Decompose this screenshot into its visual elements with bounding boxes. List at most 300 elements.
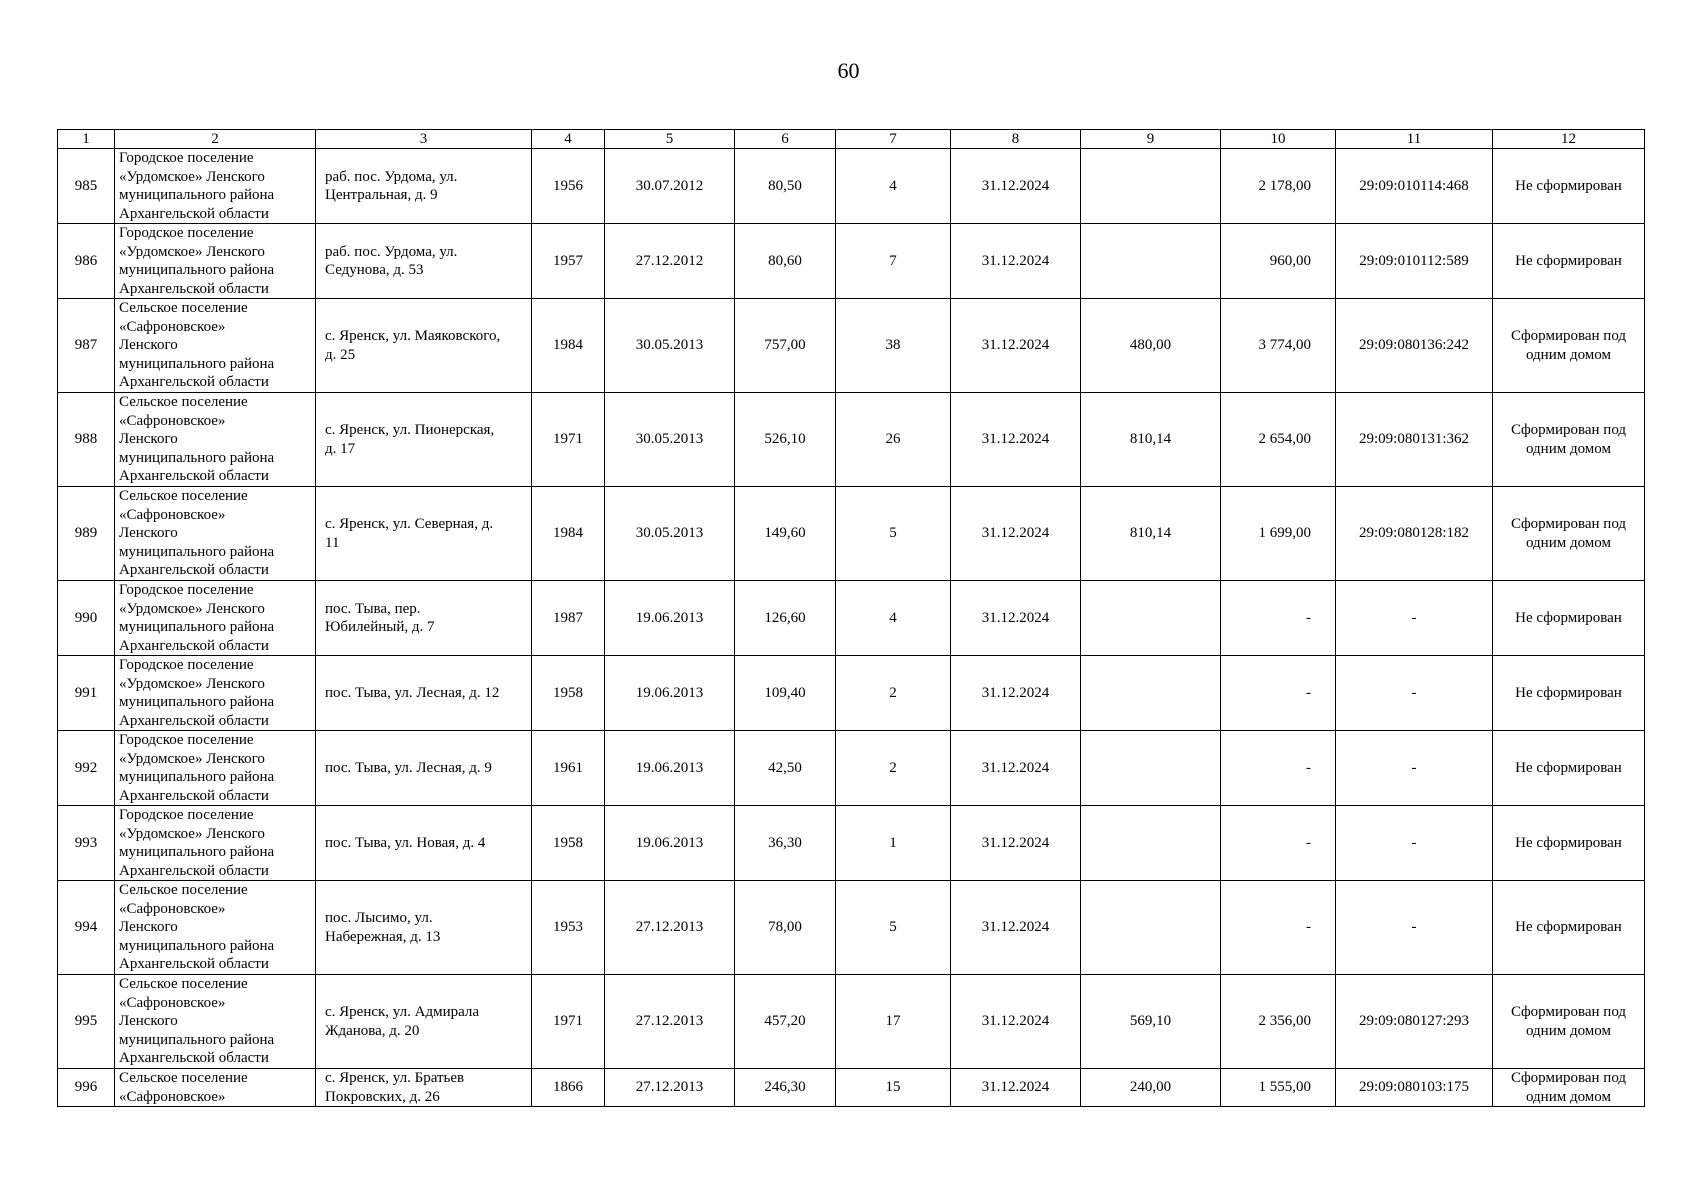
residents-cell <box>836 149 951 224</box>
deadline-cell-text: 31.12.2024 <box>981 1079 1050 1096</box>
table-row <box>58 393 1645 487</box>
land-status-cell <box>1493 806 1645 881</box>
year-cell-text: 1866 <box>553 1079 583 1096</box>
residents-cell <box>836 299 951 393</box>
address-cell-line: д. 25 <box>325 346 356 363</box>
address-cell-line: с. Яренск, ул. Пионерская, <box>325 422 495 438</box>
municipality-cell-line: «Урдомское» Ленского <box>119 675 265 692</box>
address-cell-line: пос. Тыва, ул. Лесная, д. 12 <box>325 684 500 701</box>
land-area-cell <box>1081 975 1221 1069</box>
municipality-cell-line: Архангельской области <box>119 1050 269 1067</box>
address-cell <box>316 299 532 393</box>
address-cell-line: Центральная, д. 9 <box>325 187 438 203</box>
municipality-cell-line: Ленского <box>119 431 178 448</box>
municipality-cell-line: Сельское поселение <box>119 488 248 505</box>
address-cell <box>316 975 532 1069</box>
municipality-cell-line: «Сафроновское» <box>119 506 226 523</box>
cadastral-number-cell-text: - <box>1411 609 1417 626</box>
municipality-cell-line: муниципального района <box>119 937 275 954</box>
land-status-cell <box>1493 487 1645 581</box>
land-area-cell-text: 240,00 <box>1129 1079 1172 1096</box>
row-number-text: 988 <box>74 431 98 448</box>
row-number <box>58 656 115 731</box>
land-status-cell <box>1493 656 1645 731</box>
date-cell-text: 27.12.2013 <box>635 919 704 936</box>
column-number: 9 <box>1081 130 1221 149</box>
row-number-text: 995 <box>74 1013 98 1030</box>
land-area-cell <box>1081 1069 1221 1107</box>
address-cell-line: пос. Лысимо, ул. <box>325 910 433 926</box>
residents-cell-text: 26 <box>885 431 901 448</box>
land-status-cell-line: одним домом <box>1525 1022 1612 1039</box>
municipality-cell-line: Сельское поселение <box>119 300 248 317</box>
land-status-cell-line: Сформирован под <box>1510 328 1627 344</box>
cost-cell-text: - <box>1306 609 1311 626</box>
address-cell-line: раб. пос. Урдома, ул. <box>325 168 458 185</box>
municipality-cell-line: муниципального района <box>119 449 275 466</box>
cadastral-number-cell <box>1336 1069 1493 1107</box>
municipality-cell <box>115 881 316 975</box>
column-number: 2 <box>115 130 316 149</box>
area-cell-text: 126,60 <box>764 609 806 626</box>
table-row <box>58 1069 1645 1107</box>
row-number-text: 987 <box>74 337 98 354</box>
deadline-cell-text: 31.12.2024 <box>981 834 1050 851</box>
address-cell <box>316 149 532 224</box>
date-cell <box>605 806 735 881</box>
land-status-cell-line: Не сформирован <box>1515 919 1622 936</box>
year-cell-text: 1956 <box>553 177 583 194</box>
deadline-cell <box>951 1069 1081 1107</box>
cadastral-number-cell-text: 29:09:080127:293 <box>1358 1013 1469 1030</box>
land-area-cell <box>1081 806 1221 881</box>
year-cell <box>532 149 605 224</box>
column-number: 4 <box>532 130 605 149</box>
land-status-cell-line: одним домом <box>1525 534 1612 551</box>
area-cell <box>735 581 836 656</box>
municipality-cell-line: Архангельской области <box>119 956 269 973</box>
cadastral-number-cell <box>1336 149 1493 224</box>
table-body <box>58 149 1645 1107</box>
land-status-cell-line: Не сформирован <box>1515 609 1622 626</box>
year-cell <box>532 656 605 731</box>
land-status-cell-line: Не сформирован <box>1515 252 1622 269</box>
date-cell <box>605 393 735 487</box>
area-cell-text: 757,00 <box>764 337 806 354</box>
land-status-cell <box>1493 224 1645 299</box>
deadline-cell <box>951 656 1081 731</box>
land-status-cell <box>1493 881 1645 975</box>
date-cell-text: 19.06.2013 <box>635 609 704 626</box>
cost-cell-text: - <box>1306 684 1311 701</box>
cadastral-number-cell-text: - <box>1411 834 1417 851</box>
date-cell <box>605 224 735 299</box>
row-number <box>58 731 115 806</box>
municipality-cell <box>115 224 316 299</box>
address-cell-line: с. Яренск, ул. Маяковского, <box>325 328 501 344</box>
area-cell-text: 36,30 <box>768 834 802 851</box>
row-number-text: 993 <box>74 834 98 851</box>
year-cell-text: 1984 <box>553 337 583 354</box>
address-cell <box>316 581 532 656</box>
date-cell-text: 30.05.2013 <box>635 525 704 542</box>
address-cell-line: с. Яренск, ул. Северная, д. <box>325 516 494 532</box>
row-number <box>58 299 115 393</box>
year-cell-text: 1971 <box>553 431 583 448</box>
row-number <box>58 487 115 581</box>
table-row <box>58 731 1645 806</box>
municipality-cell-line: «Сафроновское» <box>119 412 226 429</box>
cadastral-number-cell <box>1336 393 1493 487</box>
address-cell-line: раб. пос. Урдома, ул. <box>325 243 458 260</box>
area-cell <box>735 975 836 1069</box>
deadline-cell-text: 31.12.2024 <box>981 525 1050 542</box>
municipality-cell-line: Сельское поселение <box>119 394 248 411</box>
address-cell <box>316 1069 532 1107</box>
year-cell-text: 1987 <box>553 609 583 626</box>
municipality-cell-line: муниципального района <box>119 619 275 635</box>
cost-cell-text: - <box>1306 759 1311 776</box>
area-cell <box>735 149 836 224</box>
residents-cell-text: 4 <box>889 609 897 626</box>
year-cell <box>532 975 605 1069</box>
area-cell <box>735 299 836 393</box>
cost-cell-text: 1 555,00 <box>1258 1079 1311 1096</box>
year-cell-text: 1958 <box>553 684 583 701</box>
cost-cell <box>1221 487 1336 581</box>
municipality-cell <box>115 1069 316 1107</box>
cost-cell <box>1221 149 1336 224</box>
land-area-cell <box>1081 731 1221 806</box>
date-cell <box>605 581 735 656</box>
municipality-cell-line: «Сафроновское» <box>119 318 226 335</box>
municipality-cell-line: Городское поселение <box>119 732 254 748</box>
address-cell-line: пос. Тыва, ул. Лесная, д. 9 <box>325 759 492 776</box>
residents-cell <box>836 487 951 581</box>
cadastral-number-cell <box>1336 975 1493 1069</box>
municipality-cell-line: «Урдомское» Ленского <box>119 600 265 617</box>
date-cell-text: 30.05.2013 <box>635 337 704 354</box>
land-area-cell <box>1081 581 1221 656</box>
municipality-cell-line: муниципального района <box>119 187 275 203</box>
municipality-cell <box>115 487 316 581</box>
row-number-text: 996 <box>74 1079 98 1096</box>
municipality-cell-line: Архангельской области <box>119 280 269 297</box>
address-cell-line: Набережная, д. 13 <box>325 928 441 945</box>
land-area-cell-text: 569,10 <box>1129 1013 1172 1030</box>
land-area-cell <box>1081 487 1221 581</box>
land-area-cell <box>1081 881 1221 975</box>
cost-cell-text: 3 774,00 <box>1258 337 1311 354</box>
deadline-cell <box>951 299 1081 393</box>
land-status-cell-line: Сформирован под <box>1510 422 1627 438</box>
municipality-cell-line: Сельское поселение <box>119 976 248 993</box>
page-number: 60 <box>837 58 860 83</box>
date-cell-text: 27.12.2013 <box>635 1079 704 1096</box>
residents-cell-text: 4 <box>889 177 897 194</box>
address-cell-line: пос. Тыва, пер. <box>325 600 421 617</box>
deadline-cell-text: 31.12.2024 <box>981 759 1050 776</box>
municipality-cell-line: «Урдомское» Ленского <box>119 750 265 767</box>
cost-cell-text: - <box>1306 834 1311 851</box>
residents-cell-text: 7 <box>889 252 897 269</box>
column-number-row <box>58 130 1645 149</box>
cadastral-number-cell <box>1336 656 1493 731</box>
cadastral-number-cell-text: - <box>1411 684 1417 701</box>
deadline-cell <box>951 975 1081 1069</box>
municipality-cell-line: Городское поселение <box>119 225 254 241</box>
municipality-cell-line: Сельское поселение <box>119 882 248 899</box>
land-status-cell-line: Не сформирован <box>1515 684 1622 701</box>
municipality-cell-line: Ленского <box>119 337 178 354</box>
residents-cell <box>836 224 951 299</box>
municipality-cell <box>115 731 316 806</box>
column-number: 10 <box>1221 130 1336 149</box>
cadastral-number-cell-text: 29:09:080136:242 <box>1358 337 1469 354</box>
row-number <box>58 975 115 1069</box>
cadastral-number-cell-text: 29:09:080103:175 <box>1358 1079 1469 1096</box>
row-number <box>58 224 115 299</box>
residents-cell-text: 5 <box>889 919 897 936</box>
municipality-cell-line: «Урдомское» Ленского <box>119 825 265 842</box>
municipality-cell-line: Городское поселение <box>119 582 254 598</box>
year-cell <box>532 1069 605 1107</box>
cadastral-number-cell <box>1336 806 1493 881</box>
municipality-cell-line: муниципального района <box>119 262 275 278</box>
cadastral-number-cell <box>1336 881 1493 975</box>
year-cell <box>532 299 605 393</box>
municipality-cell-line: Архангельской области <box>119 637 269 654</box>
area-cell-text: 80,60 <box>768 252 802 269</box>
table-row <box>58 806 1645 881</box>
residents-cell <box>836 731 951 806</box>
municipality-cell-line: Архангельской области <box>119 562 269 579</box>
area-cell-text: 149,60 <box>764 525 806 542</box>
land-status-cell <box>1493 581 1645 656</box>
table-row <box>58 975 1645 1069</box>
municipality-cell-line: Ленского <box>119 1013 178 1030</box>
address-cell-line: Жданова, д. 20 <box>325 1022 420 1039</box>
row-number <box>58 581 115 656</box>
cadastral-number-cell-text: - <box>1411 919 1417 936</box>
row-number-text: 994 <box>74 919 98 936</box>
cadastral-number-cell <box>1336 581 1493 656</box>
cost-cell <box>1221 1069 1336 1107</box>
land-status-cell-line: одним домом <box>1525 1088 1612 1105</box>
residents-cell <box>836 881 951 975</box>
municipality-cell-line: Ленского <box>119 919 178 936</box>
cadastral-number-cell-text: 29:09:080128:182 <box>1358 525 1469 542</box>
date-cell-text: 27.12.2013 <box>635 1013 704 1030</box>
area-cell-text: 78,00 <box>768 919 802 936</box>
municipality-cell-line: Архангельской области <box>119 205 269 222</box>
column-number: 6 <box>735 130 836 149</box>
table-row <box>58 149 1645 224</box>
cost-cell <box>1221 656 1336 731</box>
municipality-cell-line: Архангельской области <box>119 468 269 485</box>
land-area-cell-text: 810,14 <box>1129 525 1172 542</box>
land-status-cell-line: Сформирован под <box>1510 1004 1627 1020</box>
cost-cell-text: 1 699,00 <box>1258 525 1311 542</box>
cost-cell <box>1221 806 1336 881</box>
table-row <box>58 487 1645 581</box>
cost-cell <box>1221 299 1336 393</box>
municipality-cell <box>115 656 316 731</box>
municipality-cell <box>115 149 316 224</box>
cost-cell-text: 2 178,00 <box>1258 177 1311 194</box>
area-cell-text: 246,30 <box>764 1079 806 1096</box>
residents-cell <box>836 975 951 1069</box>
residents-cell-text: 1 <box>889 834 897 851</box>
cost-cell <box>1221 975 1336 1069</box>
residents-cell-text: 17 <box>885 1013 901 1030</box>
cost-cell <box>1221 881 1336 975</box>
municipality-cell-line: «Урдомское» Ленского <box>119 168 265 185</box>
address-cell-line: с. Яренск, ул. Братьев <box>325 1070 465 1086</box>
land-status-cell-line: Не сформирован <box>1515 177 1622 194</box>
deadline-cell <box>951 806 1081 881</box>
year-cell-text: 1958 <box>553 834 583 851</box>
land-area-cell <box>1081 149 1221 224</box>
table-row <box>58 881 1645 975</box>
land-status-cell <box>1493 393 1645 487</box>
address-cell-line: Юбилейный, д. 7 <box>325 619 435 635</box>
deadline-cell <box>951 487 1081 581</box>
municipality-cell-line: муниципального района <box>119 355 275 372</box>
column-number: 3 <box>316 130 532 149</box>
municipality-cell <box>115 806 316 881</box>
year-cell <box>532 393 605 487</box>
address-cell <box>316 656 532 731</box>
row-number <box>58 881 115 975</box>
land-status-cell <box>1493 975 1645 1069</box>
land-area-cell-text: 810,14 <box>1129 431 1172 448</box>
year-cell-text: 1957 <box>553 252 583 269</box>
land-status-cell <box>1493 299 1645 393</box>
municipality-cell <box>115 581 316 656</box>
year-cell-text: 1961 <box>553 759 583 776</box>
residents-cell <box>836 656 951 731</box>
column-number: 11 <box>1336 130 1493 149</box>
address-cell <box>316 731 532 806</box>
residents-cell <box>836 393 951 487</box>
cadastral-number-cell <box>1336 731 1493 806</box>
year-cell-text: 1953 <box>553 919 583 936</box>
municipality-cell-line: муниципального района <box>119 769 275 785</box>
deadline-cell <box>951 224 1081 299</box>
deadline-cell-text: 31.12.2024 <box>981 431 1050 448</box>
cost-cell-text: 2 356,00 <box>1258 1013 1311 1030</box>
cost-cell <box>1221 581 1336 656</box>
row-number-text: 989 <box>74 525 98 542</box>
land-status-cell <box>1493 1069 1645 1107</box>
year-cell-text: 1984 <box>553 525 583 542</box>
deadline-cell <box>951 881 1081 975</box>
date-cell <box>605 487 735 581</box>
year-cell <box>532 806 605 881</box>
date-cell <box>605 1069 735 1107</box>
cost-cell <box>1221 731 1336 806</box>
housing-registry-table <box>57 129 1645 1107</box>
area-cell-text: 457,20 <box>764 1013 806 1030</box>
deadline-cell <box>951 393 1081 487</box>
address-cell-line: д. 17 <box>325 440 356 457</box>
municipality-cell-line: муниципального района <box>119 1031 275 1048</box>
municipality-cell-line: «Урдомское» Ленского <box>119 243 265 260</box>
row-number-text: 985 <box>74 177 98 194</box>
land-status-cell-line: одним домом <box>1525 346 1612 363</box>
land-status-cell <box>1493 149 1645 224</box>
municipality-cell-line: Архангельской области <box>119 712 269 729</box>
date-cell <box>605 881 735 975</box>
date-cell <box>605 149 735 224</box>
deadline-cell <box>951 731 1081 806</box>
residents-cell-text: 2 <box>889 759 897 776</box>
land-area-cell <box>1081 299 1221 393</box>
area-cell <box>735 881 836 975</box>
municipality-cell-line: муниципального района <box>119 543 275 560</box>
land-area-cell <box>1081 656 1221 731</box>
deadline-cell-text: 31.12.2024 <box>981 337 1050 354</box>
date-cell <box>605 656 735 731</box>
deadline-cell-text: 31.12.2024 <box>981 177 1050 194</box>
address-cell-line: с. Яренск, ул. Адмирала <box>325 1004 480 1020</box>
address-cell-line: 11 <box>325 534 340 551</box>
row-number <box>58 393 115 487</box>
deadline-cell-text: 31.12.2024 <box>981 609 1050 626</box>
date-cell <box>605 975 735 1069</box>
cost-cell-text: 960,00 <box>1269 252 1311 269</box>
cadastral-number-cell <box>1336 487 1493 581</box>
address-cell <box>316 224 532 299</box>
date-cell-text: 30.05.2013 <box>635 431 704 448</box>
municipality-cell-line: муниципального района <box>119 694 275 710</box>
row-number-text: 991 <box>74 684 98 701</box>
address-cell-line: Седунова, д. 53 <box>325 262 424 278</box>
row-number <box>58 806 115 881</box>
date-cell-text: 19.06.2013 <box>635 834 704 851</box>
land-status-cell-line: Не сформирован <box>1515 759 1622 776</box>
cost-cell-text: - <box>1306 919 1311 936</box>
land-status-cell-line: Не сформирован <box>1515 834 1622 851</box>
area-cell <box>735 806 836 881</box>
area-cell <box>735 731 836 806</box>
column-number: 8 <box>951 130 1081 149</box>
cadastral-number-cell-text: 29:09:010112:589 <box>1359 252 1469 269</box>
year-cell <box>532 487 605 581</box>
deadline-cell-text: 31.12.2024 <box>981 684 1050 701</box>
column-number: 12 <box>1493 130 1645 149</box>
date-cell <box>605 731 735 806</box>
table-row <box>58 299 1645 393</box>
residents-cell <box>836 581 951 656</box>
municipality-cell-line: «Сафроновское» <box>119 900 226 917</box>
year-cell <box>532 224 605 299</box>
municipality-cell-line: Городское поселение <box>119 657 254 673</box>
municipality-cell-line: Архангельской области <box>119 862 269 879</box>
cost-cell-text: 2 654,00 <box>1258 431 1311 448</box>
residents-cell-text: 15 <box>885 1079 901 1096</box>
date-cell-text: 19.06.2013 <box>635 684 704 701</box>
address-cell <box>316 487 532 581</box>
land-status-cell-line: Сформирован под <box>1510 1070 1627 1086</box>
area-cell-text: 109,40 <box>764 684 806 701</box>
area-cell <box>735 393 836 487</box>
address-cell-line: пос. Тыва, ул. Новая, д. 4 <box>325 834 486 851</box>
area-cell-text: 80,50 <box>768 177 802 194</box>
year-cell-text: 1971 <box>553 1013 583 1030</box>
area-cell <box>735 656 836 731</box>
